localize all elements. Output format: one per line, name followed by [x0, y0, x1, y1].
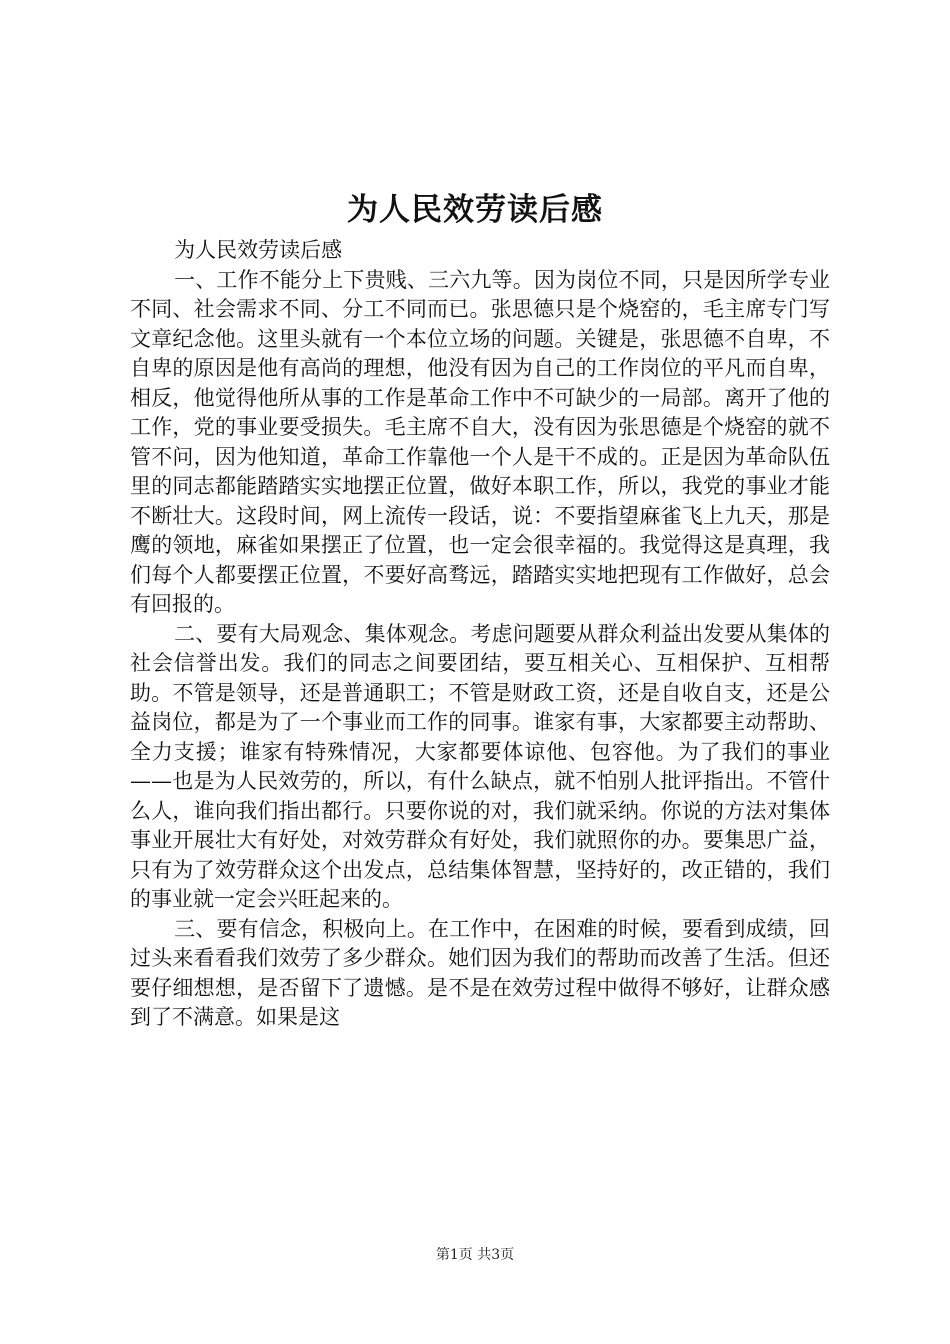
- paragraph-2: 二、要有大局观念、集体观念。考虑问题要从群众利益出发要从集体的社会信誉出发。我们的同志之间要团结，要互相关心、互相保护、互相帮助。不管是领导，还是普通职工；不管是财政工资，还是自收自支，还是公益岗位，都是为了一个事业而工作的同事。谁家有事，大家都要主动帮助、全力支援；谁家有特殊情况，大家都要体谅他、包容他。为了我们的事业——也是为人民效劳的，所以，有什么缺点，就不怕别人批评指出。不管什么人，谁向我们指出都行。只要你说的对，我们就采纳。你说的方法对集体事业开展壮大有好处，对效劳群众有好处，我们就照你的办。要集思广益，只有为了效劳群众这个出发点，总结集体智慧，坚持好的，改正错的，我们的事业就一定会兴旺起来的。: [130, 621, 830, 911]
- page-footer: 第1页 共3页: [435, 1247, 515, 1263]
- subtitle-paragraph: 为人民效劳读后感: [174, 238, 343, 262]
- document-body: [130, 236, 830, 1033]
- paragraph-1: 一、工作不能分上下贵贱、三六九等。因为岗位不同，只是因所学专业不同、社会需求不同、分工不同而已。张思德只是个烧窑的，毛主席专门写文章纪念他。这里头就有一个本位立场的问题。关键是，张思德不自卑，不自卑的原因是他有高尚的理想，他没有因为自己的工作岗位的平凡而自卑，相反，他觉得他所从事的工作是革命工作中不可缺少的一局部。离开了他的工作，党的事业要受损失。毛主席不自大，没有因为张思德是个烧窑的就不管不问，因为他知道，革命工作靠他一个人是干不成的。正是因为革命队伍里的同志都能踏踏实实地摆正位置，做好本职工作，所以，我党的事业才能不断壮大。这段时间，网上流传一段话，说：不要指望麻雀飞上九天，那是鹰的领地，麻雀如果摆正了位置，也一定会很幸福的。我觉得这是真理，我们每个人都要摆正位置，不要好高骛远，踏踏实实地把现有工作做好，总会有回报的。: [130, 267, 830, 616]
- document-title: 为人民效劳读后感: [347, 192, 603, 228]
- paragraph-3: 三、要有信念，积极向上。在工作中，在困难的时候，要看到成绩，回过头来看看我们效劳了多少群众。她们因为我们的帮助而改善了生活。但还要仔细想想，是否留下了遗憾。是不是在效劳过程中做得不够好，让群众感到了不满意。如果是这: [130, 916, 830, 1029]
